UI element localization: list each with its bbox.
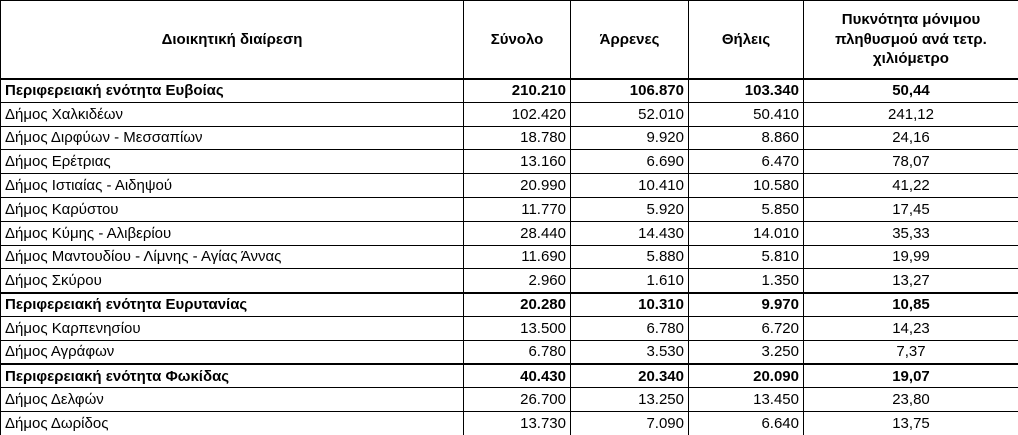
- cell-density: 19,07: [804, 364, 1018, 388]
- cell-males: 52.010: [571, 102, 689, 126]
- cell-total: 11.770: [464, 197, 571, 221]
- section-row: [1, 293, 1018, 317]
- cell-males: 106.870: [571, 79, 689, 103]
- cell-males: 6.780: [571, 316, 689, 340]
- cell-total: 2.960: [464, 269, 571, 293]
- cell-total: 13.730: [464, 412, 571, 435]
- cell-total: 20.990: [464, 174, 571, 198]
- cell-density: 14,23: [804, 316, 1018, 340]
- cell-density: 23,80: [804, 388, 1018, 412]
- cell-density: 78,07: [804, 150, 1018, 174]
- cell-name: Δήμος Καρύστου: [1, 197, 464, 221]
- cell-males: 13.250: [571, 388, 689, 412]
- column-header-females: Θήλεις: [689, 1, 804, 79]
- table-row: [1, 269, 1018, 293]
- table-row: [1, 102, 1018, 126]
- cell-density: 13,27: [804, 269, 1018, 293]
- cell-name: Δήμος Χαλκιδέων: [1, 102, 464, 126]
- cell-males: 6.690: [571, 150, 689, 174]
- cell-density: 7,37: [804, 340, 1018, 364]
- cell-total: 11.690: [464, 245, 571, 269]
- cell-females: 14.010: [689, 221, 804, 245]
- cell-males: 10.410: [571, 174, 689, 198]
- table-row: [1, 388, 1018, 412]
- cell-total: 28.440: [464, 221, 571, 245]
- cell-females: 5.850: [689, 197, 804, 221]
- cell-males: 5.920: [571, 197, 689, 221]
- cell-density: 35,33: [804, 221, 1018, 245]
- cell-name: Δήμος Ερέτριας: [1, 150, 464, 174]
- cell-density: 10,85: [804, 293, 1018, 317]
- cell-density: 24,16: [804, 126, 1018, 150]
- table-row: [1, 197, 1018, 221]
- cell-total: 6.780: [464, 340, 571, 364]
- cell-males: 5.880: [571, 245, 689, 269]
- cell-name: Δήμος Καρπενησίου: [1, 316, 464, 340]
- cell-name: Δήμος Ιστιαίας - Αιδηψού: [1, 174, 464, 198]
- cell-total: 102.420: [464, 102, 571, 126]
- table-row: [1, 245, 1018, 269]
- column-header-density: Πυκνότητα μόνιμου πληθυσμού ανά τετρ. χιλιόμετρο: [804, 1, 1018, 79]
- column-header-division: Διοικητική διαίρεση: [1, 1, 464, 79]
- cell-males: 20.340: [571, 364, 689, 388]
- cell-females: 103.340: [689, 79, 804, 103]
- cell-females: 8.860: [689, 126, 804, 150]
- section-row: [1, 79, 1018, 103]
- column-header-total: Σύνολο: [464, 1, 571, 79]
- cell-name: Δήμος Κύμης - Αλιβερίου: [1, 221, 464, 245]
- cell-name: Δήμος Δελφών: [1, 388, 464, 412]
- cell-name: Δήμος Μαντουδίου - Λίμνης - Αγίας Άννας: [1, 245, 464, 269]
- cell-total: 26.700: [464, 388, 571, 412]
- cell-total: 40.430: [464, 364, 571, 388]
- cell-males: 14.430: [571, 221, 689, 245]
- table-row: [1, 174, 1018, 198]
- cell-females: 6.470: [689, 150, 804, 174]
- cell-females: 50.410: [689, 102, 804, 126]
- cell-females: 1.350: [689, 269, 804, 293]
- table-row: [1, 126, 1018, 150]
- cell-name: Περιφερειακή ενότητα Ευβοίας: [1, 79, 464, 103]
- table-row: [1, 340, 1018, 364]
- cell-total: 13.160: [464, 150, 571, 174]
- cell-density: 19,99: [804, 245, 1018, 269]
- cell-females: 6.720: [689, 316, 804, 340]
- cell-females: 6.640: [689, 412, 804, 435]
- cell-females: 5.810: [689, 245, 804, 269]
- table-row: [1, 316, 1018, 340]
- cell-name: Δήμος Αγράφων: [1, 340, 464, 364]
- table-row: [1, 150, 1018, 174]
- cell-total: 13.500: [464, 316, 571, 340]
- cell-total: 18.780: [464, 126, 571, 150]
- cell-total: 20.280: [464, 293, 571, 317]
- cell-name: Δήμος Δωρίδος: [1, 412, 464, 435]
- cell-females: 9.970: [689, 293, 804, 317]
- cell-name: Δήμος Σκύρου: [1, 269, 464, 293]
- cell-males: 10.310: [571, 293, 689, 317]
- cell-density: 241,12: [804, 102, 1018, 126]
- column-header-males: Άρρενες: [571, 1, 689, 79]
- table-row: [1, 412, 1018, 435]
- cell-females: 13.450: [689, 388, 804, 412]
- header-row: [1, 1, 1018, 79]
- cell-density: 50,44: [804, 79, 1018, 103]
- cell-females: 3.250: [689, 340, 804, 364]
- cell-males: 1.610: [571, 269, 689, 293]
- cell-males: 9.920: [571, 126, 689, 150]
- cell-males: 3.530: [571, 340, 689, 364]
- section-row: [1, 364, 1018, 388]
- cell-density: 41,22: [804, 174, 1018, 198]
- cell-total: 210.210: [464, 79, 571, 103]
- cell-females: 20.090: [689, 364, 804, 388]
- cell-females: 10.580: [689, 174, 804, 198]
- table-header: [1, 1, 1018, 79]
- table-body: [1, 79, 1018, 435]
- cell-males: 7.090: [571, 412, 689, 435]
- cell-name: Δήμος Διρφύων - Μεσσαπίων: [1, 126, 464, 150]
- cell-density: 13,75: [804, 412, 1018, 435]
- cell-name: Περιφερειακή ενότητα Φωκίδας: [1, 364, 464, 388]
- table-row: [1, 221, 1018, 245]
- cell-density: 17,45: [804, 197, 1018, 221]
- cell-name: Περιφερειακή ενότητα Ευρυτανίας: [1, 293, 464, 317]
